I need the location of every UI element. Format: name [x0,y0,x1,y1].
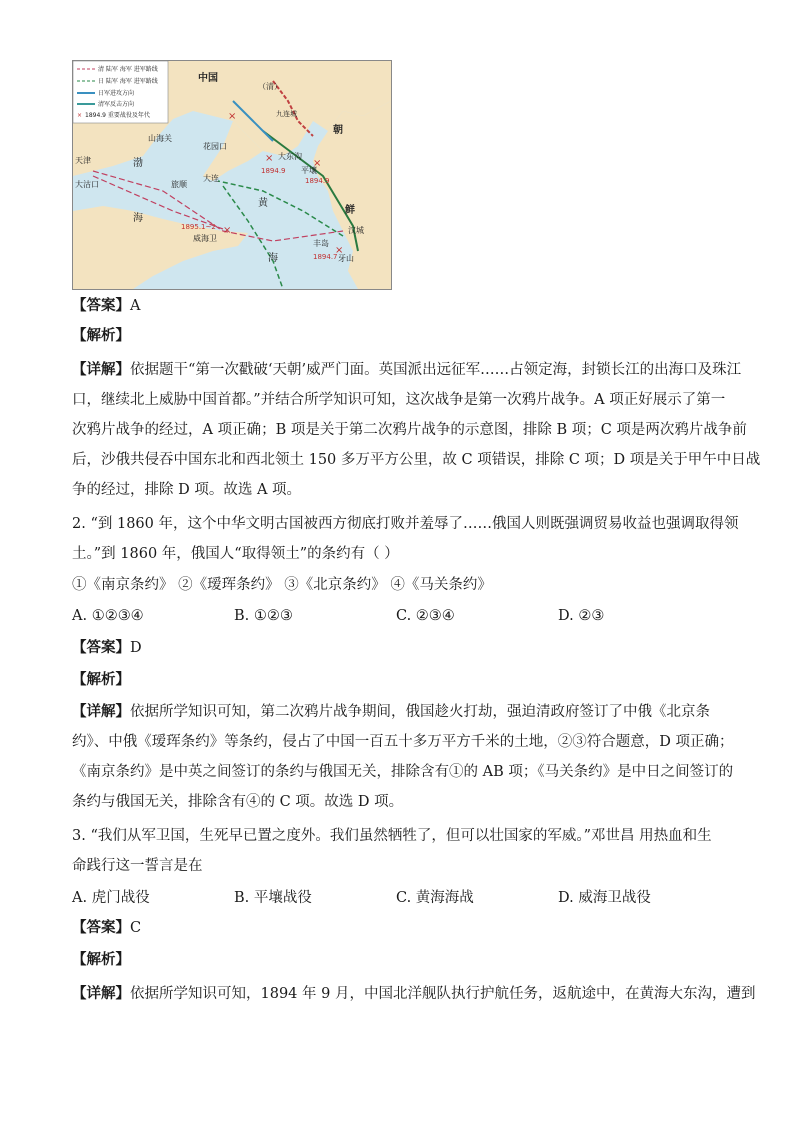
q3-answer-line [72,918,141,938]
battle-marker-icon: × [335,245,344,256]
label-fengdao: 丰岛 [313,239,329,248]
battle-marker-icon: × [313,158,322,169]
analysis-tag: 【解析】 [72,951,130,968]
q1-detail-line-5: 争的经过，排除 D 项。故选 A 项。 [72,482,302,498]
q2-stem-line-2: 土。”到 1860 年，俄国人“取得领土”的条约有（ ） [72,546,399,562]
label-sea-bo: 渤 [133,158,143,169]
battle-marker-icon: × [228,111,237,122]
svg-text:×: × [77,112,83,119]
label-dagukou: 大沽口 [75,180,99,189]
answer-tag: 【答案】 [72,639,130,656]
label-yashan: 牙山 [338,254,354,263]
q2-detail-line-1 [72,702,710,722]
label-sea-hai-2: 海 [268,253,278,264]
label-qing: （清） [258,82,282,91]
q2-items: ①《南京条约》 ②《瑷珲条约》 ③《北京条约》 ④《马关条约》 [72,577,492,593]
battle-marker-icon: × [265,153,274,164]
q3-stem-line-1: 3. “我们从军卫国，生死早已置之度外。我们虽然牺牲了，但可以壮国家的军威。”邓世昌 用热血和生 [72,828,712,844]
q2-stem-line-1: 2. “到 1860 年，这个中华文明古国被西方彻底打败并羞辱了……俄国人则既强调贸易收益也强调取得领 [72,516,739,532]
answer-tag: 【答案】 [72,297,130,314]
q2-detail-line-2: 约》、中俄《瑷珲条约》等条约，侵占了中国一百五十多万平方千米的土地，②③符合题意，D 项正确； [72,734,734,750]
label-dalian: 大连 [203,174,219,183]
q1-detail-line-2: 口，继续北上威胁中国首都。”并结合所学知识可知，这次战争是第一次鸦片战争。A 项正好展示了第一 [72,392,726,408]
detail-tag: 【详解】 [72,703,130,720]
route-japan-navy [218,181,343,236]
q3-option-d: D. 威海卫战役 [558,890,651,906]
legend-2: 日 陆军 海军 进军路线 [98,78,158,85]
q3-detail-line-1 [72,984,755,1004]
analysis-tag: 【解析】 [72,327,130,344]
q1-analysis-line [72,326,130,346]
label-date-2: 1894.9 [305,177,330,185]
q3-option-a: A. 虎门战役 [72,890,150,906]
land-shandong [73,206,248,289]
answer-value: D [130,640,142,656]
q2-detail-line-4: 条约与俄国无关，排除含有④的 C 项。故选 D 项。 [72,794,404,810]
detail-tag: 【详解】 [72,361,130,378]
label-shanhaiguan: 山海关 [148,134,172,143]
q1-detail-line-3: 次鸦片战争的经过，A 项正确；B 项是关于第二次鸦片战争的示意图，排除 B 项；C 项是两次鸦片战争前 [72,422,747,438]
label-jiuliancheng: 九连城 [276,110,297,118]
q1-detail-line-4: 后，沙俄共侵吞中国东北和西北领土 150 多万平方公里，故 C 项错误，排除 C 项；D 项是关于甲午中日战 [72,452,761,468]
label-date-1: 1894.9 [261,167,286,175]
q1-answer-line [72,296,140,316]
answer-value: A [130,298,141,314]
label-hancheng: 汉城 [348,226,364,235]
war-map-figure [72,60,392,290]
legend-5: 1894.9 重要战役及年代 [85,112,150,119]
detail-text: 依据所学知识可知，第二次鸦片战争期间，俄国趁火打劫，强迫清政府签订了中俄《北京条 [130,704,710,720]
detail-tag: 【详解】 [72,985,130,1002]
label-date-3: 1894.7 [313,253,338,261]
q1-detail-line-1 [72,360,741,380]
q2-detail-line-3: 《南京条约》是中英之间签订的条约与俄国无关，排除含有①的 AB 项；《马关条约》是中日之间签订的 [72,764,734,780]
answer-value: C [130,920,142,936]
q2-option-a: A. ①②③④ [72,608,144,624]
label-lushun: 旅顺 [171,180,187,189]
label-tianjin: 天津 [75,156,91,165]
legend-1: 清 陆军 海军 进军路线 [98,66,158,73]
legend-3: 日军进攻方向 [98,90,135,97]
detail-text: 依据所学知识可知，1894 年 9 月，中国北洋舰队执行护航任务，返航途中，在黄海大东沟，遭到 [130,986,756,1002]
label-huayuankou: 花园口 [203,142,227,151]
q3-option-b: B. 平壤战役 [234,890,312,906]
label-china: 中国 [198,73,218,84]
battle-marker-icon: × [223,225,232,236]
detail-text: 依据题干“第一次戳破‘天朝’威严门面。英国派出远征军……占领定海，封锁长江的出海口及珠江 [130,362,742,378]
map-svg [73,61,391,289]
label-sea-huang: 黄 [258,198,268,209]
q3-option-c: C. 黄海海战 [396,890,474,906]
q3-analysis-line [72,950,130,970]
label-korea-1: 朝 [333,125,343,136]
label-korea-2: 鲜 [345,205,355,216]
answer-tag: 【答案】 [72,919,130,936]
q2-option-d: D. ②③ [558,608,605,624]
q2-analysis-line [72,670,130,690]
legend-4: 清军反击方向 [98,101,135,108]
q2-option-b: B. ①②③ [234,608,293,624]
label-sea-hai-1: 海 [133,213,143,224]
label-dadonggou: 大东沟 [278,152,302,161]
q3-stem-line-2: 命践行这一誓言是在 [72,858,203,874]
label-date-4: 1895.1~2 [181,223,216,231]
q2-answer-line [72,638,142,658]
label-pingrang: 平壤 [301,166,317,175]
label-weihaiwei: 威海卫 [193,234,217,243]
q2-option-c: C. ②③④ [396,608,455,624]
analysis-tag: 【解析】 [72,671,130,688]
